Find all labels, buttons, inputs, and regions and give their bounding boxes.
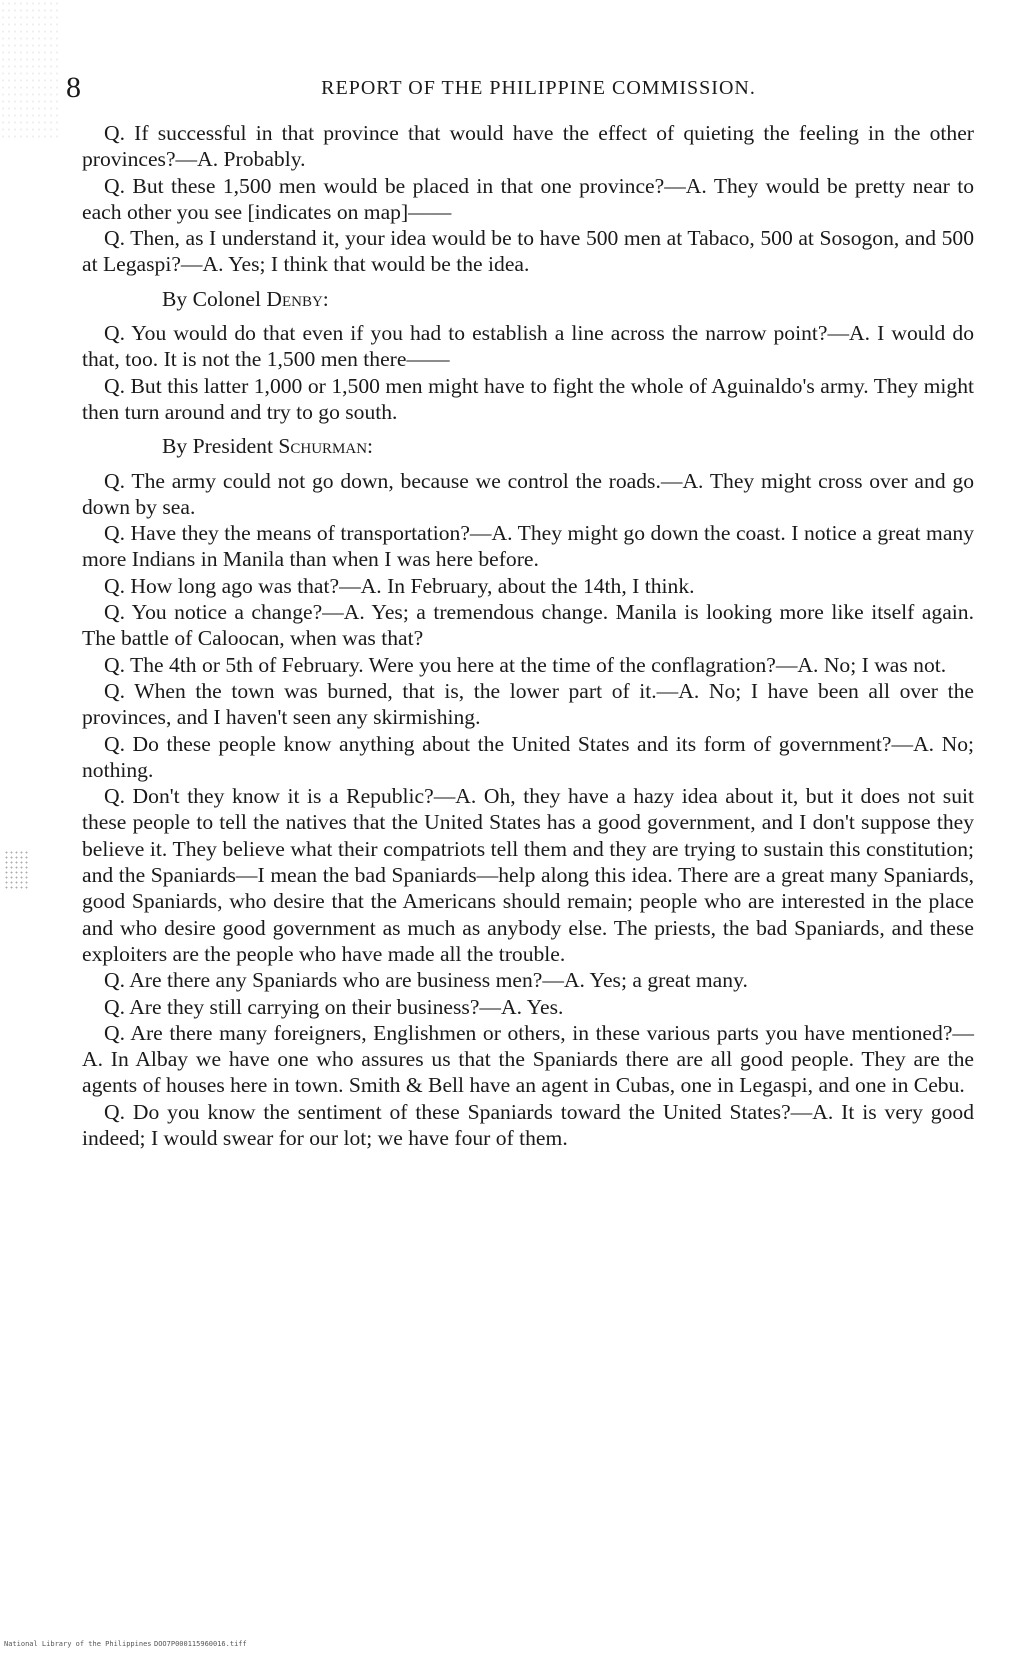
page-number: 8 [66, 71, 81, 104]
qa-paragraph: Q. The army could not go down, because we control the roads.—A. They might cross over and go down by sea. [82, 468, 974, 519]
qa-paragraph: Q. Have they the means of transportation?—A. They might go down the coast. I notice a great many more Indians in Manila than when I was here before. [82, 521, 974, 572]
qa-paragraph: Q. Do you know the sentiment of these Spaniards toward the United States?—A. It is very good indeed; I would swear for our lot; we have four of them. [82, 1099, 974, 1150]
speaker-name: Schurman: [278, 434, 374, 459]
running-title: REPORT OF THE PHILIPPINE COMMISSION. [321, 77, 756, 99]
paper-blemish [4, 850, 30, 890]
qa-paragraph: Q. How long ago was that?—A. In February, about the 14th, I think. [104, 573, 695, 598]
qa-paragraph: Q. But this latter 1,000 or 1,500 men might have to fight the whole of Aguinaldo's army. They might then turn around and try to go south. [82, 373, 974, 424]
speaker-prefix: By Colonel [162, 286, 267, 311]
qa-paragraph: Q. Do these people know anything about the United States and its form of government?—A. No; nothing. [82, 731, 974, 782]
qa-paragraph: Q. When the town was burned, that is, the lower part of it.—A. No; I have been all over the provinces, and I haven't seen any skirmishing. [82, 678, 974, 730]
paper-specks [0, 0, 60, 140]
qa-paragraph: Q. You would do that even if you had to establish a line across the narrow point?—A. I would do that, too. It is not the 1,500 men there—— [82, 321, 974, 372]
body-text [82, 120, 974, 1151]
scan-footer [4, 1640, 1029, 1654]
qa-paragraph: Q. You notice a change?—A. Yes; a tremendous change. Manila is looking more like itself again. The battle of Caloocan, when was that? [82, 600, 974, 651]
speaker-heading [82, 433, 974, 459]
page-header [66, 68, 971, 108]
library-credit: National Library of the Philippines [4, 1640, 152, 1648]
speaker-heading [82, 286, 974, 312]
qa-paragraph: Q. The 4th or 5th of February. Were you here at the time of the conflagration?—A. No; I was not. [104, 652, 947, 677]
qa-paragraph: Q. Are there any Spaniards who are business men?—A. Yes; a great many. [104, 968, 748, 993]
qa-paragraph: Q. Are there many foreigners, Englishmen or others, in these various parts you have mentioned?—A. In Albay we have one who assures us that the Spaniards there are all good people. They are the agents of houses here in town. Smith & Bell have an agent in Cubas, one in Legaspi, and one in Cebu. [82, 1020, 974, 1098]
speaker-name: Denby: [266, 286, 329, 311]
speaker-prefix: By President [162, 434, 279, 459]
file-id: DOO7P000115960016.tiff [154, 1640, 247, 1648]
qa-paragraph: Q. Don't they know it is a Republic?—A. Oh, they have a hazy idea about it, but it does not suit these people to tell the natives that the United States has a good government, and I don't suppose they believe it. They believe what their compatriots tell them and they are trying to sustain this constitution; and the Spaniards—I mean the bad Spaniards—help along this idea. There are a great many Spaniards, good Spaniards, who desire that the Americans should remain; people who are interested in the place and who desire good government as much as anybody else. The priests, the bad Spaniards, and these exploiters are the people who have made all the trouble. [82, 784, 974, 966]
qa-paragraph: Q. But these 1,500 men would be placed in that one province?—A. They would be pretty near to each other you see [indicates on map]—— [82, 173, 974, 224]
qa-paragraph: Q. Then, as I understand it, your idea would be to have 500 men at Tabaco, 500 at Sosogon, and 500 at Legaspi?—A. Yes; I think that would be the idea. [82, 226, 974, 277]
qa-paragraph: Q. If successful in that province that would have the effect of quieting the feeling in the other provinces?—A. Probably. [82, 121, 974, 172]
qa-paragraph: Q. Are they still carrying on their business?—A. Yes. [104, 994, 564, 1019]
